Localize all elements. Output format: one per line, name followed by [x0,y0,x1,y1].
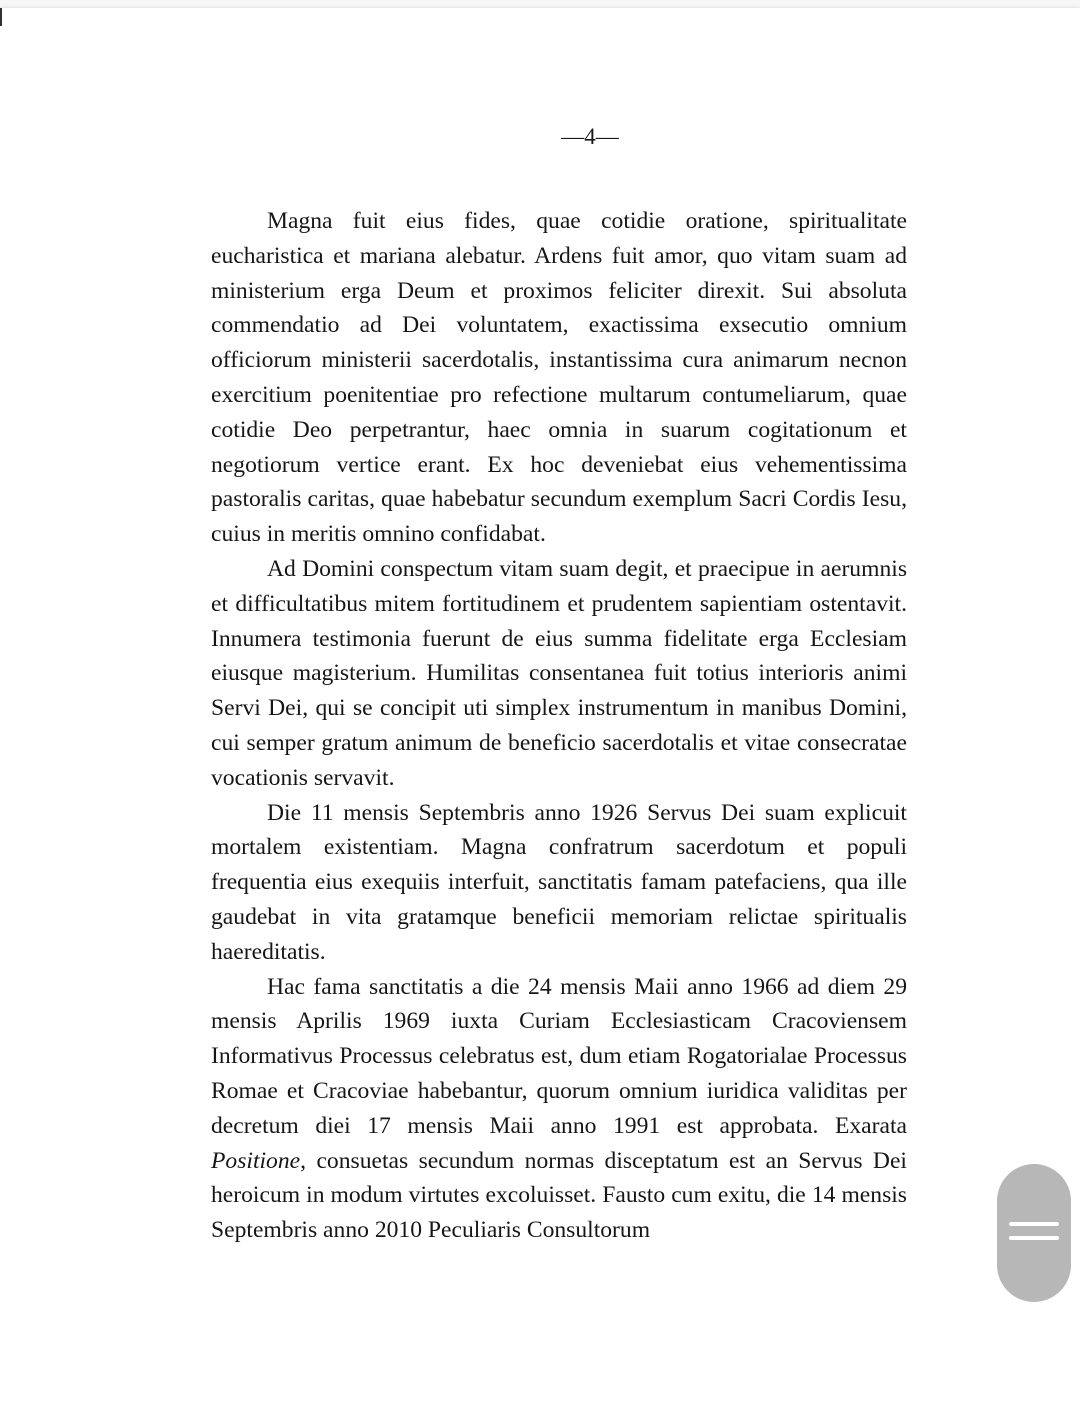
document-page [0,8,1080,1414]
scroll-handle-button[interactable] [997,1164,1071,1302]
page-number: —4— [561,124,619,149]
drag-handle-icon [1009,1236,1059,1240]
paragraph-4-text-end: , consuetas secundum normas disceptatum est an Servus Dei heroicum in modum virtutes excoluisset. Fausto cum exitu, die 14 mensis Septembris anno 2010 Peculiaris Consultorum [211,1147,907,1244]
drag-handle-icon [1009,1222,1059,1226]
paragraph-1: Magna fuit eius fides, quae cotidie oratione, spiritualitate eucharistica et mariana alebatur. Ardens fuit amor, quo vitam suam ad ministerium erga Deum et proximos feliciter direxit. Sui absoluta commendatio ad Dei voluntatem, exactissima exsecutio omnium officiorum ministerii sacerdotalis, instantissima cura animarum necnon exercitium poenitentiae pro refectione multarum contumeliarum, quae cotidie Deo perpetrantur, haec omnia in suarum cogitationum et negotiorum vertice erant. Ex hoc deveniebat eius vehementissima pastoralis caritas, quae habebatur secundum exemplum Sacri Cordis Iesu, cuius in meritis omnino confidabat. [211,208,907,548]
paragraph-2: Ad Domini conspectum vitam suam degit, et praecipue in aerumnis et difficultatibus mitem fortitudinem et prudentem sapientiam ostentavit. Innumera testimonia fuerunt de eius summa fidelitate erga Ecclesiam eiusque magisterium. Humilitas consentanea fuit totius interioris animi Servi Dei, qui se concipit uti simplex instrumentum in manibus Domini, cui semper gratum animum de beneficio sacerdotalis et vitae consecratae vocationis servavit. [211,555,907,791]
paragraph-4 [211,970,907,1248]
document-body [211,204,907,1248]
paragraph-4-text-start: Hac fama sanctitatis a die 24 mensis Maii anno 1966 ad diem 29 mensis Aprilis 1969 iuxta Curiam Ecclesiasticam Cracoviensem Informativus Processus celebratus est, dum etiam Rogatorialae Processus Romae et Cracoviae habebantur, quorum omnium iuridica validitas per decretum diei 17 mensis Maii anno 1991 est approbata. Exarata [211,973,907,1139]
paragraph-4-italic: Positione [211,1147,301,1174]
paragraph-3: Die 11 mensis Septembris anno 1926 Servus Dei suam explicuit mortalem existentiam. Magna confratrum sacerdotum et populi frequentia eius exequiis interfuit, sanctitatis famam patefaciens, qua ille gaudebat in vita gratamque beneficii memoriam relictae spiritualis haereditatis. [211,799,907,965]
scan-edge-mark [0,8,2,26]
